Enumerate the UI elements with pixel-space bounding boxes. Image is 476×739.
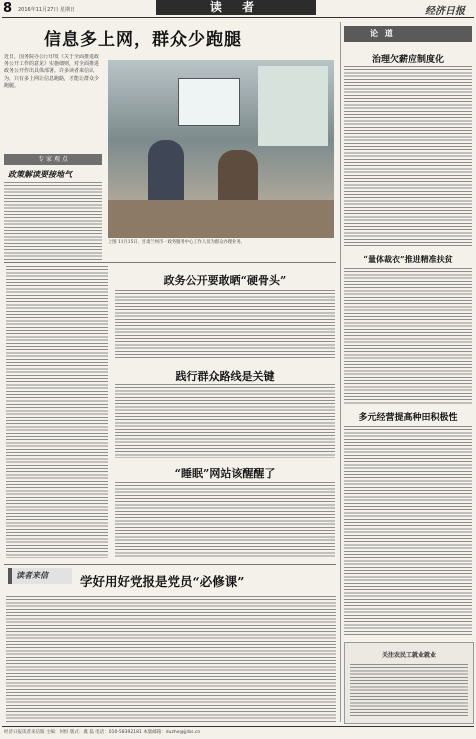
sub-article-body — [4, 182, 102, 262]
right-body — [344, 268, 472, 404]
photo-board — [258, 66, 328, 146]
lead-photo — [108, 60, 334, 238]
divider — [4, 262, 336, 263]
right-footer-body — [350, 664, 468, 716]
lead-title: 信息多上网，群众少跑腿 — [44, 30, 242, 50]
right-footer-text: 关注农民工就业就业 — [381, 652, 436, 659]
bottom-title: 学好用好党报是党员“必修课” — [80, 574, 245, 589]
footer-rule — [2, 726, 474, 727]
photo-screen — [178, 78, 240, 126]
divider — [4, 564, 336, 565]
article-title: 践行群众路线是关键 — [175, 370, 275, 383]
header-rule — [2, 17, 474, 18]
article-body — [115, 290, 335, 360]
right-banner-label: 论 道 — [370, 28, 395, 38]
right-banner — [344, 26, 472, 42]
sub-title: 政策解读要接地气 — [8, 169, 72, 179]
section-title: 读 者 — [209, 0, 263, 14]
right-title: 多元经营提高种田积极性 — [358, 413, 458, 423]
footer-line: 经济日报读者来信版 主编：何恒 版式：冀 磊 电话：010-58392181 本版邮箱：duzhe@jjrbs.cn — [4, 730, 201, 735]
article-body — [115, 482, 335, 558]
page-number: 8 — [3, 1, 13, 16]
photo-desk — [108, 200, 334, 238]
left-column-text — [6, 404, 108, 558]
left-column-text — [6, 266, 108, 402]
lead-article — [4, 22, 336, 262]
right-body — [344, 426, 472, 636]
lead-intro: 近日，国务院办公厅印发《关于全面推进政务公开工作的意见》实施细则，对全面推进政务公开作出具体部署。许多读者来信认为，只有多上网让信息跑路，才能让群众少跑腿。 — [4, 54, 100, 89]
right-title: “量体裁衣”推进精准扶贫 — [363, 254, 453, 264]
expert-banner-label: 专 家 观 点 — [38, 156, 68, 163]
right-title: 治理欠薪应制度化 — [371, 55, 444, 65]
bottom-label: 读者来信 — [16, 570, 48, 580]
right-body — [344, 66, 472, 248]
photo-caption: 上图 11月15日，甘肃兰州市一政务服务中心工作人员为群众办理业务。 — [108, 240, 245, 245]
article-title: 政务公开要敢晒“硬骨头” — [163, 274, 287, 287]
paper-logo: 经济日报 — [425, 6, 465, 17]
issue-date: 2016年11月27日 星期日 — [18, 7, 76, 13]
bottom-article-body — [6, 596, 336, 722]
article-body — [115, 384, 335, 458]
article-title: “睡眠”网站该醒醒了 — [174, 467, 276, 480]
page-header — [0, 0, 476, 17]
column-rule — [340, 22, 341, 722]
